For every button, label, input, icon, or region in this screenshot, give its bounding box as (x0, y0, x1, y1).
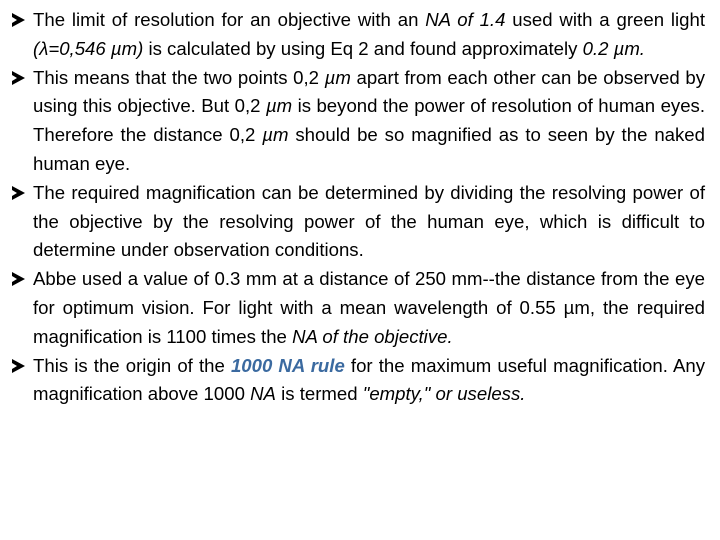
text-span: The required magnification can be determined by dividing the resolving power of the objective by the resolving power of the human eye, which is difficult to determine under observation conditions. (33, 181, 705, 261)
arrowhead-bullet-icon (12, 272, 25, 286)
text-span: The limit of resolution for an objective with an (33, 9, 426, 30)
bullet-required-magnification (10, 179, 705, 265)
wavelength-value: (λ=0,546 µm) (33, 37, 144, 59)
text-span: is calculated by using Eq 2 and found approximately (143, 37, 583, 59)
text-span: This is the origin of the (33, 354, 231, 376)
bullet-1000-na-rule (10, 352, 705, 410)
arrowhead-bullet-icon (12, 13, 25, 27)
text-span: Abbe used a value of 0.3 mm at a distance of 250 mm--the distance from the eye for optimum vision. For light with a mean wavelength of 0.55 µm, the required magnification is 1100 times the (33, 268, 705, 347)
text-span: should be so magnified as to seen by the naked human eye. (33, 124, 705, 174)
arrowhead-bullet-icon (12, 71, 25, 85)
text-span: is beyond the power of resolution of human eyes. Therefore the distance 0,2 (33, 95, 706, 146)
bullet-list (10, 6, 705, 409)
rule-highlight: 1000 NA rule (230, 354, 345, 376)
bullet-two-points (10, 64, 705, 179)
empty-term: "empty," or useless. (362, 383, 526, 405)
bullet-abbe-value (10, 265, 705, 351)
na-term: NA (250, 383, 276, 405)
numerical-aperture-value: NA of 1.4 (425, 9, 506, 30)
unit-micrometer: µm (262, 124, 289, 146)
text-span: is termed (275, 383, 363, 405)
text-span: apart from each other can be observed by using this objective. But 0,2 (33, 66, 706, 117)
resolution-value: 0.2 µm. (582, 37, 645, 59)
text-span: for the maximum useful magnification. Any magnification above 1000 (33, 354, 705, 405)
arrowhead-bullet-icon (12, 186, 25, 200)
unit-micrometer: µm (265, 95, 293, 117)
text-span: This means that the two points 0,2 (33, 66, 325, 88)
bullet-resolution-limit (10, 6, 705, 64)
unit-micrometer: µm (324, 66, 351, 88)
arrowhead-bullet-icon (12, 359, 25, 373)
na-of-objective: NA of the objective. (292, 325, 453, 347)
text-span: used with a green light (505, 9, 705, 30)
